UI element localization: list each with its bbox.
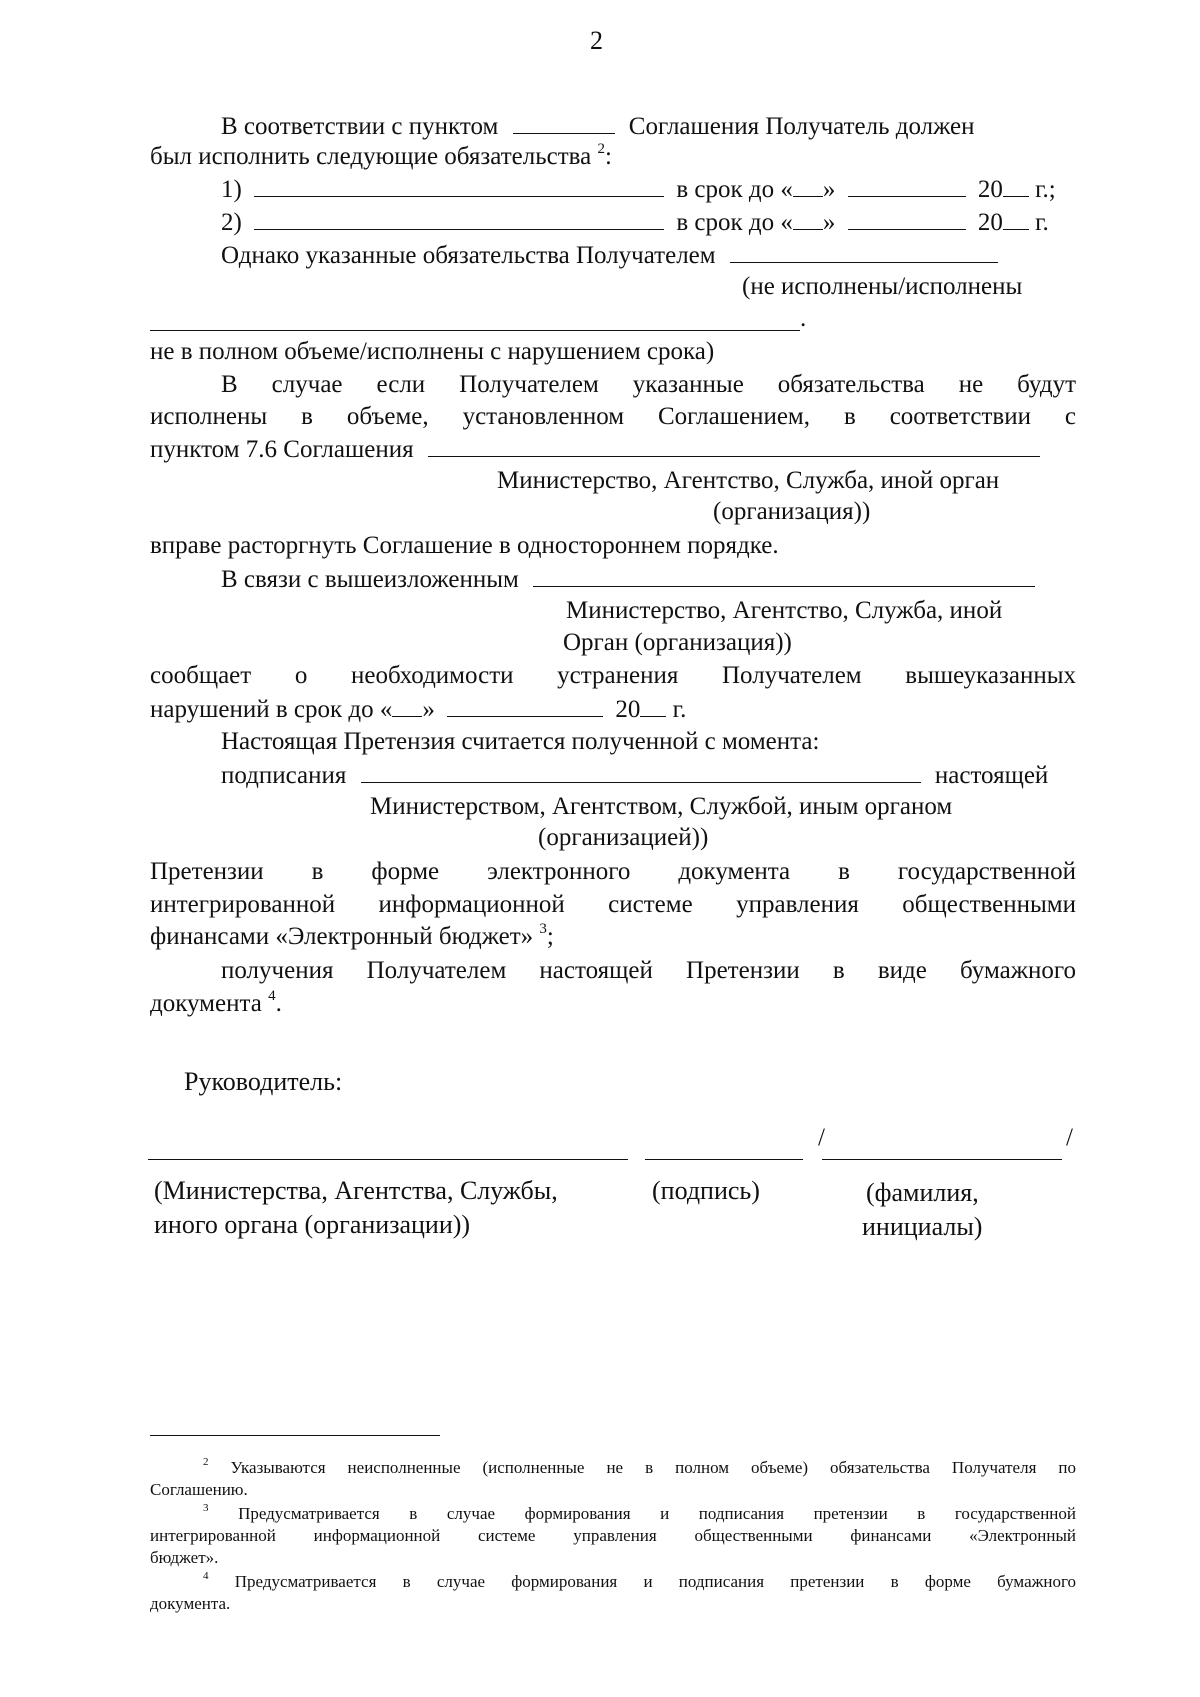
signature-line[interactable] bbox=[645, 1159, 803, 1160]
authority-field-1[interactable] bbox=[428, 434, 1040, 457]
signature-slash-2: / bbox=[1066, 1124, 1073, 1151]
footnote-3-line-3: бюджет». bbox=[150, 1548, 219, 1567]
status-field-continuation[interactable] bbox=[150, 330, 800, 331]
footnote-2-text: Указываются неисполненные (исполненные не в полном объеме) обязательства Получателя по bbox=[230, 1458, 1076, 1477]
item-1-year-field[interactable] bbox=[1003, 174, 1029, 197]
signature-title: Руководитель: bbox=[184, 1067, 343, 1096]
p5-text-l3: финансами «Электронный бюджет» bbox=[150, 923, 534, 950]
signature-col3-line-2: инициалы) bbox=[862, 1212, 983, 1241]
p4-deadline-text: нарушений в срок до « bbox=[150, 696, 393, 723]
signature-slash-1: / bbox=[818, 1124, 825, 1151]
footnote-3-text: Предусматривается в случае формирования и подписания претензии в государственной bbox=[238, 1504, 1076, 1523]
p4-line-2: сообщает о необходимости устранения Получателем вышеуказанных bbox=[150, 662, 1076, 689]
footnote-4-text: Предусматривается в случае формирования и подписания претензии в форме бумажного bbox=[234, 1572, 1077, 1591]
p5-line-4: интегрированной информационной системе управления общественными bbox=[150, 891, 1076, 918]
p5-text-signing: подписания bbox=[221, 762, 347, 789]
footnote-ref-4: 4 bbox=[268, 987, 276, 1004]
name-signature-line[interactable] bbox=[822, 1159, 1062, 1160]
p5-line-3: Претензии в форме электронного документа в государственной bbox=[150, 858, 1076, 885]
item-2-term: в срок до « bbox=[676, 209, 793, 236]
footnote-ref-3: 3 bbox=[539, 920, 547, 937]
p1-line-2 bbox=[150, 142, 612, 172]
status-field[interactable] bbox=[730, 240, 998, 263]
footnote-4-line-1 bbox=[203, 1571, 1076, 1593]
footnote-3-line-1 bbox=[203, 1503, 1076, 1525]
signature-col1-line-1: (Министерства, Агентства, Службы, bbox=[154, 1176, 558, 1205]
footnote-2-line-2: Соглашению. bbox=[150, 1480, 248, 1499]
authority-field-3[interactable] bbox=[361, 760, 921, 783]
p4-line-3 bbox=[150, 694, 686, 725]
p5-line-6: получения Получателем настоящей Претензии в виде бумажного bbox=[221, 957, 1076, 984]
p4-hint-2: Орган (организация)) bbox=[563, 629, 792, 656]
p4-line-1 bbox=[221, 564, 1035, 595]
deadline-month-field[interactable] bbox=[447, 694, 603, 717]
authority-field-2[interactable] bbox=[533, 564, 1035, 587]
signature-col1-line-2: иного органа (организации)) bbox=[154, 1210, 471, 1239]
deadline-year-field[interactable] bbox=[640, 694, 666, 717]
footnote-ref-2: 2 bbox=[597, 140, 605, 157]
p4-hint-1: Министерство, Агентство, Служба, иной bbox=[566, 597, 1003, 624]
obligation-1-field[interactable] bbox=[254, 174, 664, 197]
item-2-quote: » bbox=[822, 209, 836, 236]
obligation-item-2 bbox=[221, 207, 1049, 238]
p5-text-l5: документа bbox=[150, 990, 262, 1017]
item-1-month-field[interactable] bbox=[848, 174, 966, 197]
item-2-year-field[interactable] bbox=[1003, 207, 1029, 230]
p4-text-a: В связи с вышеизложенным bbox=[221, 566, 519, 593]
item-2-month-field[interactable] bbox=[848, 207, 966, 230]
p1-line-1 bbox=[221, 111, 1076, 142]
p3-line-1: В случае если Получателем указанные обязательства не будут bbox=[221, 371, 1076, 398]
p5-hint-2: (организацией)) bbox=[538, 824, 709, 851]
p4-year-suffix: г. bbox=[672, 696, 687, 723]
clause-number-field[interactable] bbox=[513, 111, 615, 134]
item-1-year: 20 bbox=[977, 176, 1003, 203]
p3-hint-2: (организация)) bbox=[713, 498, 871, 525]
p2-line-1 bbox=[221, 240, 998, 271]
p1-text-b: Соглашения Получатель должен bbox=[628, 113, 975, 140]
p4-year: 20 bbox=[615, 696, 641, 723]
p2-hint-1: (не исполнены/исполнены bbox=[742, 273, 1023, 300]
p5-semicolon: ; bbox=[546, 923, 554, 950]
signature-col2: (подпись) bbox=[652, 1176, 760, 1205]
p2-dot: . bbox=[800, 305, 807, 332]
obligation-2-field[interactable] bbox=[254, 207, 664, 230]
p5-line-1: Настоящая Претензия считается полученной с момента: bbox=[221, 728, 820, 755]
p5-line-5 bbox=[150, 922, 554, 952]
p1-colon: : bbox=[604, 143, 612, 170]
footnote-4-line-2: документа. bbox=[150, 1594, 231, 1613]
deadline-day-field[interactable] bbox=[392, 694, 422, 717]
p5-line-2 bbox=[221, 760, 1071, 791]
p5-hint-1: Министерством, Агентством, Службой, иным органом bbox=[370, 793, 953, 820]
p2-hint-2: не в полном объеме/исполнены с нарушением срока) bbox=[150, 338, 715, 365]
item-1-number: 1) bbox=[221, 176, 242, 203]
footnote-2-marker: 2 bbox=[203, 1456, 209, 1469]
footnote-separator bbox=[150, 1435, 440, 1436]
item-1-end: г.; bbox=[1035, 176, 1056, 203]
footnote-3-line-2: интегрированной информационной системе управления общественными финансами «Электронный bbox=[150, 1526, 1076, 1545]
footnote-4-marker: 4 bbox=[203, 1570, 209, 1583]
obligation-item-1 bbox=[221, 174, 1056, 205]
footnote-2-line-1 bbox=[203, 1457, 1076, 1479]
p3-line-3 bbox=[150, 434, 1040, 465]
item-2-end: г. bbox=[1035, 209, 1049, 236]
item-1-day-field[interactable] bbox=[793, 174, 823, 197]
p1-text-c: был исполнить следующие обязательства bbox=[150, 143, 592, 170]
footnote-3-marker: 3 bbox=[203, 1502, 209, 1515]
page-number: 2 bbox=[590, 26, 603, 55]
p3-line-4: вправе расторгнуть Соглашение в одностороннем порядке. bbox=[150, 532, 779, 559]
item-2-day-field[interactable] bbox=[793, 207, 823, 230]
p1-text-a: В соответствии с пунктом bbox=[221, 113, 499, 140]
p2-text-a: Однако указанные обязательства Получателем bbox=[221, 242, 716, 269]
p5-text-this: настоящей bbox=[934, 762, 1049, 789]
signature-col3-line-1: (фамилия, bbox=[866, 1178, 979, 1207]
item-2-number: 2) bbox=[221, 209, 242, 236]
item-1-term: в срок до « bbox=[676, 176, 793, 203]
item-1-quote: » bbox=[822, 176, 836, 203]
item-2-year: 20 bbox=[977, 209, 1003, 236]
p5-line-7 bbox=[150, 989, 282, 1019]
p3-text-l3: пунктом 7.6 Соглашения bbox=[150, 436, 414, 463]
authority-signature-line[interactable] bbox=[148, 1159, 628, 1160]
p3-line-2: исполнены в объеме, установленном Соглашением, в соответствии с bbox=[150, 403, 1076, 430]
p3-hint-1: Министерство, Агентство, Служба, иной орган bbox=[497, 467, 1000, 494]
p4-quote: » bbox=[422, 696, 435, 723]
p5-dot: . bbox=[275, 990, 282, 1017]
